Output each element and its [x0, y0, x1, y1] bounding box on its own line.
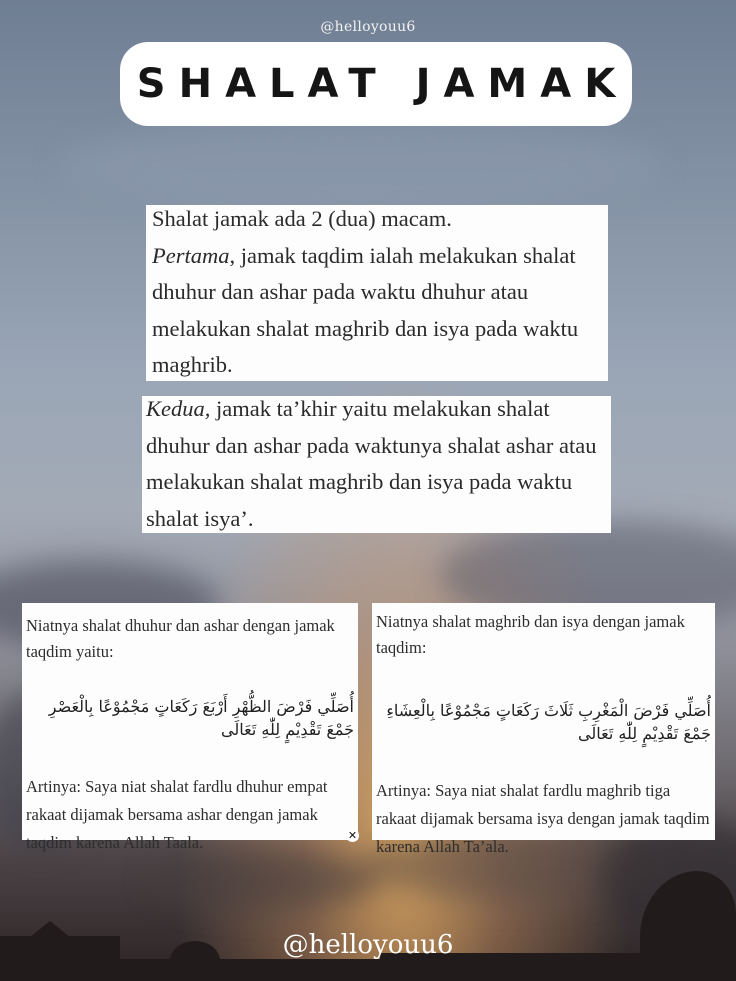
page-title: SHALAT JAMAK	[136, 61, 629, 107]
niat-dhuhur-ashar-card	[22, 603, 358, 852]
artinya-text: Artinya: Saya niat shalat fardlu dhuhur empat rakaat dijamak bersama ashar dengan jamak taqdim karena Allah Taala.	[26, 777, 328, 852]
background-cloud	[150, 850, 380, 910]
section-jamak-takhir	[142, 396, 611, 533]
niat-intro: Niatnya shalat dhuhur dan ashar dengan jamak taqdim yaitu:	[26, 616, 335, 661]
pertama-text: , jamak taqdim ialah melakukan shalat dhuhur dan ashar pada waktu dhuhur atau melakukan shalat maghrib dan isya pada waktu maghrib.	[152, 242, 579, 377]
artinya-text: Artinya: Saya niat shalat fardlu maghrib tiga rakaat dijamak bersama isya dengan jamak taqdim karena Allah Ta’ala.	[376, 781, 710, 856]
intro-line: Shalat jamak ada 2 (dua) macam.	[152, 206, 452, 231]
kedua-label: Kedua,	[146, 396, 211, 421]
rooftop-silhouette	[120, 959, 380, 981]
pertama-label: Pertama	[152, 242, 230, 268]
arabic-niat: أُصَلِّي فَرْضَ الْمَغْرِبِ ثَلَاثَ رَكَعَاتٍ مَجْمُوْعًا بِالْعِشَاءِ جَمْعَ تَقْدِيْمٍ لِلّٰهِ تَعَالَى	[386, 701, 711, 743]
kedua-text: jamak ta’khir yaitu melakukan shalat dhuhur dan ashar pada waktunya shalat ashar atau melakukan shalat maghrib dan isya pada waktu shalat isya’.	[146, 396, 597, 531]
watermark-top: @helloyouu6	[320, 19, 416, 35]
niat-intro: Niatnya shalat maghrib dan isya dengan jamak taqdim:	[376, 612, 685, 657]
background-cloud	[60, 120, 660, 210]
close-icon[interactable]: ✕	[347, 829, 358, 842]
title-banner	[120, 42, 632, 126]
watermark-bottom: @helloyouu6	[282, 930, 454, 960]
section-jamak-taqdim	[146, 205, 608, 381]
paragraph	[152, 201, 602, 384]
arabic-niat: أُصَلِّي فَرْضَ الظُّهْرِ أَرْبَعَ رَكَعَاتٍ مَجْمُوْعًا بِالْعَصْرِ جَمْعَ تَقْدِيْمٍ لِلّٰهِ تَعَالَى	[48, 697, 354, 739]
niat-maghrib-isya-card	[372, 603, 715, 856]
paragraph	[146, 391, 607, 537]
